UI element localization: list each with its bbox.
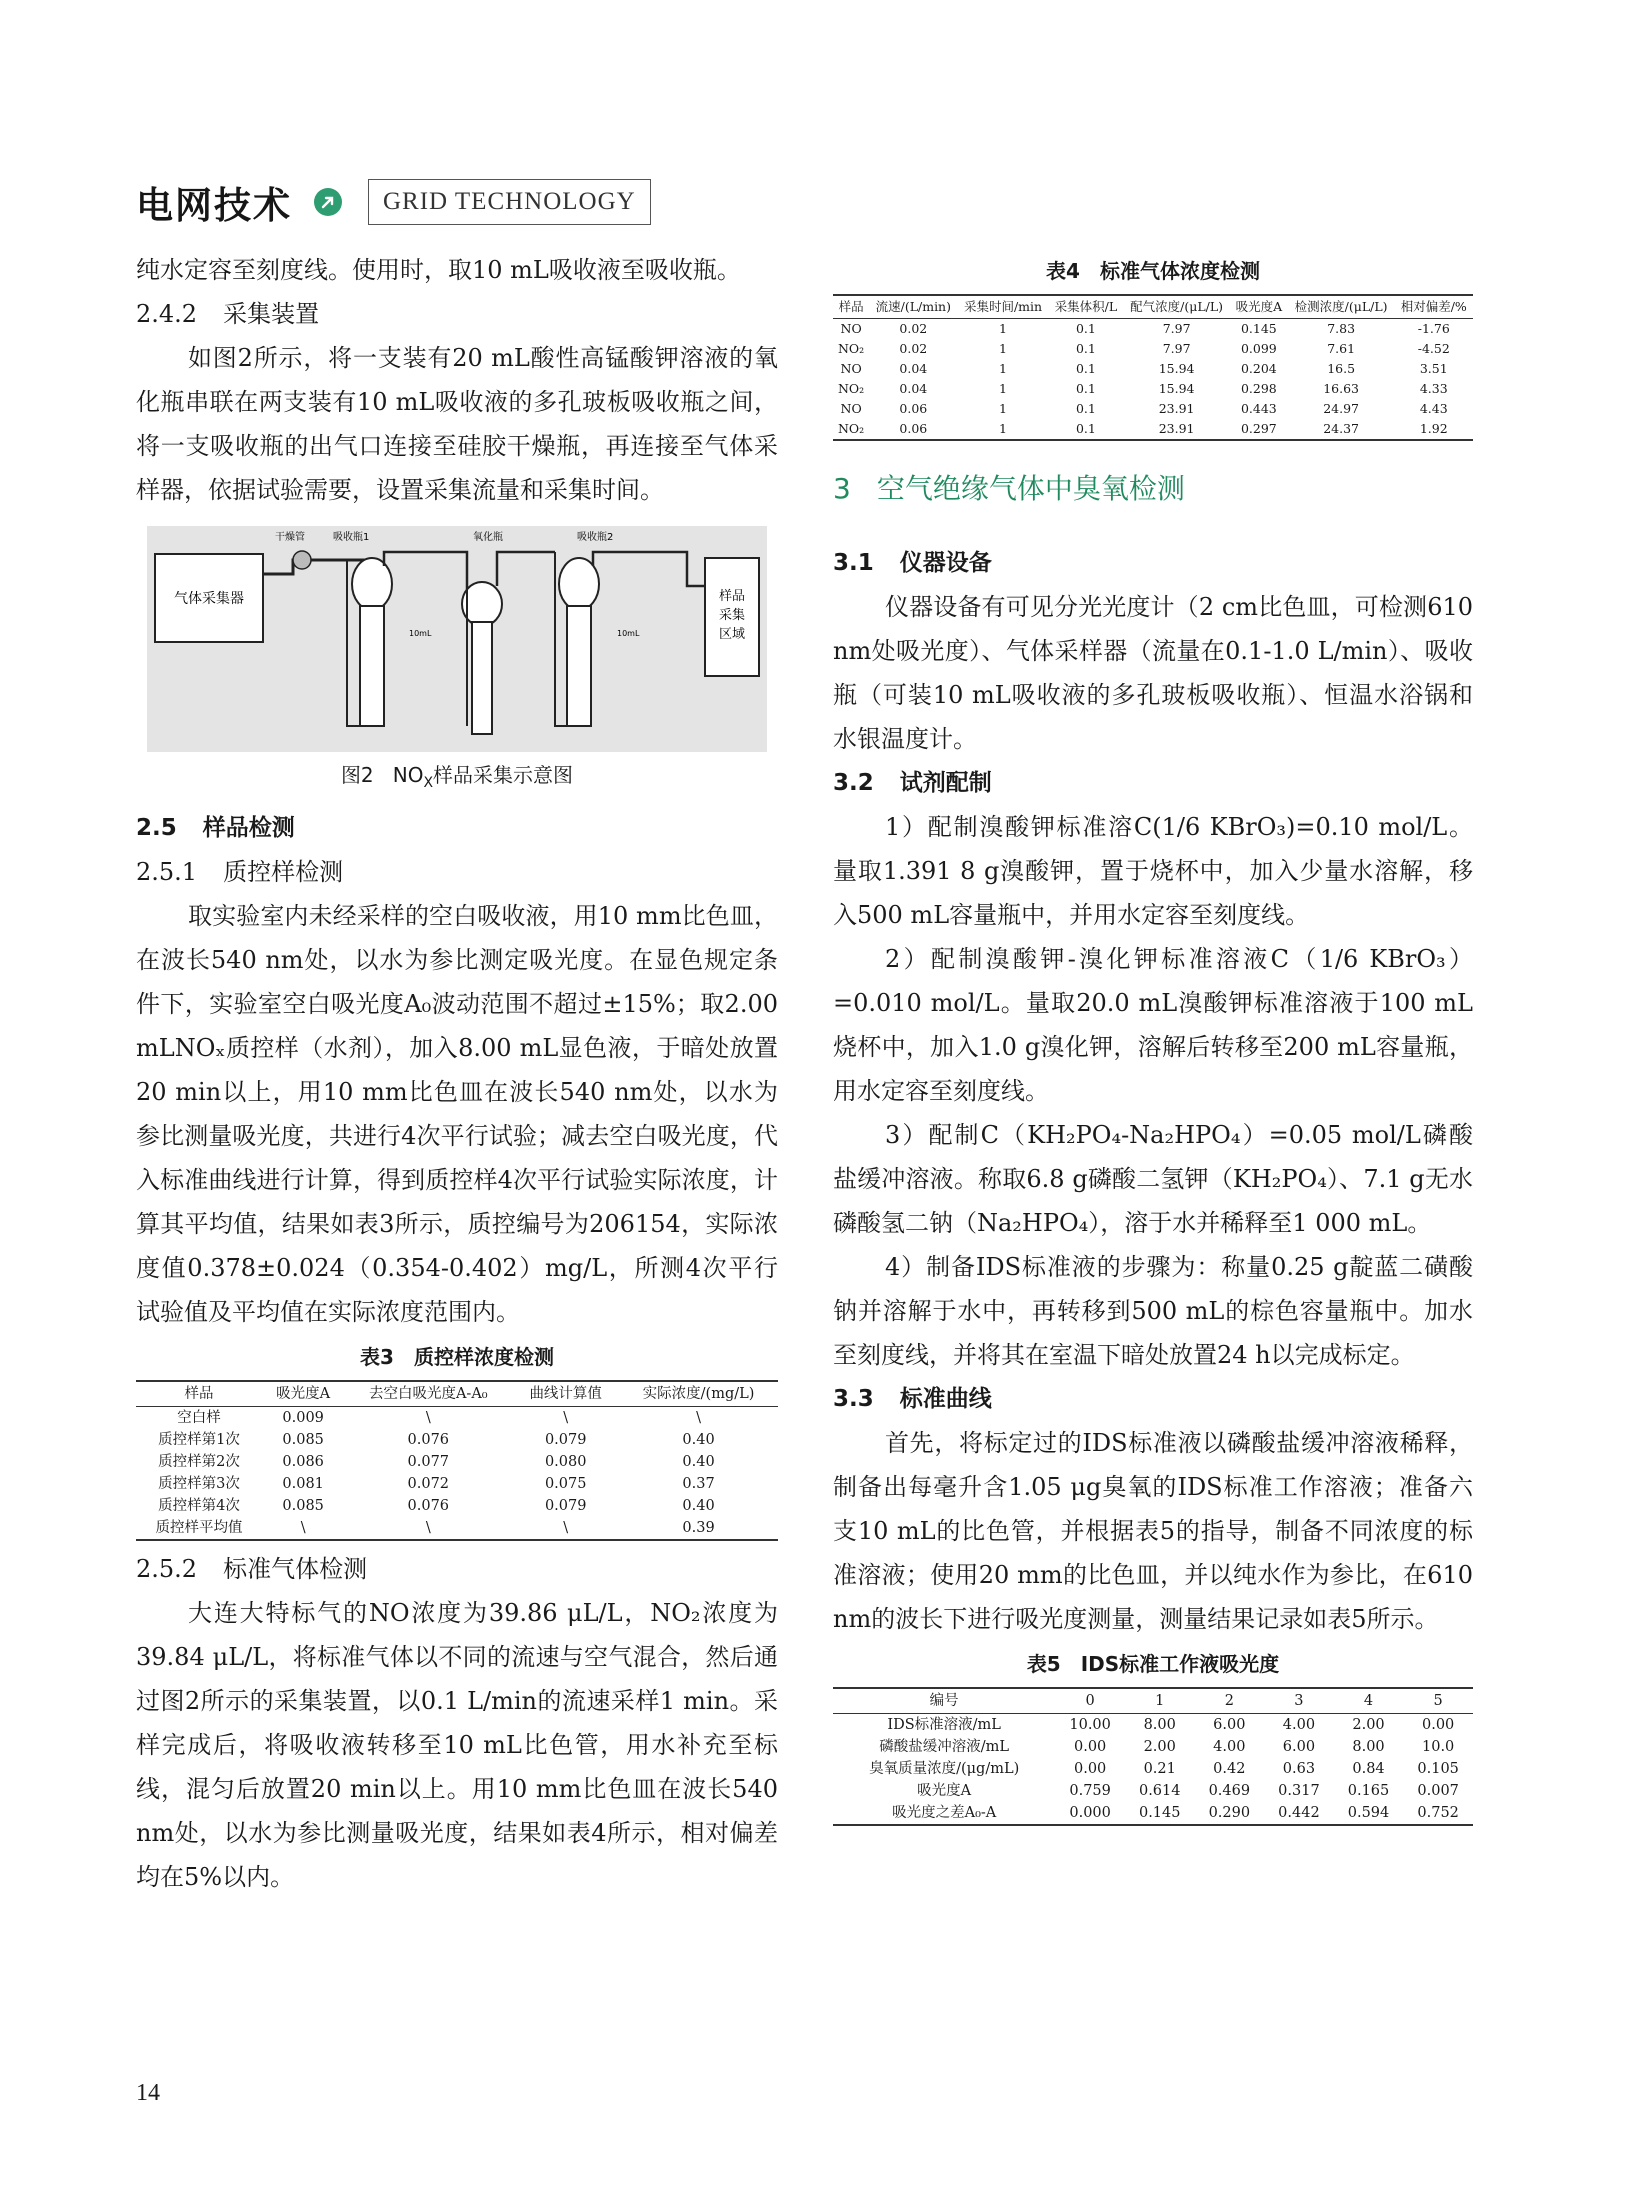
- table-row: [136, 1473, 778, 1495]
- section-title: 标准气体检测: [223, 1555, 368, 1583]
- table-cell: 臭氧质量浓度/(μg/mL): [869, 1761, 1020, 1777]
- table-row: [833, 359, 1473, 379]
- table-cell: 0.1: [1075, 401, 1096, 416]
- table-row: [136, 1429, 778, 1451]
- table-row: [833, 1736, 1473, 1758]
- section-number: 2.5.1: [136, 858, 198, 886]
- table-cell: -4.52: [1417, 341, 1450, 356]
- figure-number: 图2: [340, 763, 374, 787]
- table-cell: 0.40: [682, 1454, 715, 1470]
- table5-caption: 表5 IDS标准工作液吸光度: [1026, 1652, 1280, 1676]
- table-cell: 0.081: [282, 1476, 324, 1492]
- area-label-2: 采集: [718, 608, 746, 623]
- table-cell: 1: [957, 419, 1048, 440]
- table-cell: 0.37: [682, 1476, 715, 1492]
- arrow-icon: [314, 188, 342, 216]
- table-cell: 0.00: [1422, 1717, 1455, 1733]
- section-heading-2-5: [136, 806, 778, 850]
- table-header-cell: 样品: [136, 1381, 262, 1407]
- table-row: [833, 379, 1473, 399]
- right-column: [833, 248, 1473, 1826]
- section-number: 2.4.2: [136, 300, 198, 328]
- table-cell: 6.00: [1213, 1717, 1246, 1733]
- table-cell: 0.04: [899, 361, 928, 376]
- table-cell: 7.61: [1327, 341, 1356, 356]
- sampling-diagram: [147, 526, 767, 752]
- section-number: 3.3: [833, 1386, 874, 1412]
- table-row: [833, 1802, 1473, 1825]
- table-cell: \: [425, 1410, 431, 1426]
- table-row: [833, 339, 1473, 359]
- paragraph: 3）配制C（KH₂PO₄-Na₂HPO₄）=0.05 mol/L磷酸盐缓冲溶液。称取6.8 g磷酸二氢钾（KH₂PO₄）、7.1 g无水磷酸氢二钠（Na₂HPO₄），溶于水并稀释至1 000 mL。: [833, 1121, 1473, 1237]
- table-cell: 0.297: [1230, 419, 1288, 440]
- table-cell: 0.00: [1073, 1739, 1107, 1755]
- table-row: [833, 399, 1473, 419]
- table-cell: 7.83: [1327, 321, 1356, 336]
- table-row: [833, 419, 1473, 440]
- section-title: 采集装置: [223, 300, 320, 328]
- table-header-cell: 实际浓度/(mg/L): [619, 1381, 778, 1407]
- section-number: 2.5.2: [136, 1555, 198, 1583]
- paragraph: 首先，将标定过的IDS标准液以磷酸盐缓冲溶液稀释，制备出每毫升含1.05 μg臭氧的IDS标准工作溶液；准备六支10 mL的比色管，并根据表5的指导，制备不同浓度的标准溶液；使用20 mm的比色皿，并以纯水作为参比，在610 nm的波长下进行吸光度测量，测量结果记录如表5所示。: [833, 1429, 1473, 1633]
- table-cell: 空白样: [177, 1410, 221, 1426]
- table-cell: 1: [999, 321, 1007, 336]
- sampler-label: 气体采集器: [174, 591, 244, 607]
- section-title: 仪器设备: [899, 550, 992, 576]
- table-cell: 0.02: [899, 321, 928, 336]
- table-cell: 10.00: [1069, 1717, 1111, 1733]
- table-cell: 0.105: [1417, 1761, 1459, 1777]
- paragraph: 2）配制溴酸钾-溴化钾标准溶液C（1/6 KBrO₃）=0.010 mol/L。量取20.0 mL溴酸钾标准溶液于100 mL烧杯中，加入1.0 g溴化钾，溶解后转移至200 mL容量瓶，用水定容至刻度线。: [833, 945, 1473, 1105]
- table-header-cell: 流速/(L/min): [869, 295, 957, 319]
- table-cell: 0.204: [1240, 361, 1277, 376]
- table-cell: 0.1: [1075, 341, 1096, 356]
- table-row: [833, 1758, 1473, 1780]
- table-cell: 15.94: [1158, 361, 1195, 376]
- journal-title-cn: 电网技术: [136, 184, 292, 227]
- table4-caption: 表4 标准气体浓度检测: [1046, 259, 1260, 283]
- paragraph: 纯水定容至刻度线。使用时，取10 mL吸收液至吸收瓶。: [136, 256, 741, 284]
- table-cell: 0.145: [1240, 321, 1277, 336]
- area-label-1: 样品: [718, 589, 746, 604]
- table-cell: 0.40: [682, 1432, 715, 1448]
- table-cell: 4.33: [1419, 381, 1448, 396]
- table-cell: 0.009: [282, 1410, 324, 1426]
- table-cell: 1.92: [1395, 419, 1473, 440]
- table-cell: 1: [999, 401, 1007, 416]
- table-cell: 0.594: [1334, 1802, 1404, 1825]
- dryer-label: 干燥管: [275, 532, 305, 543]
- table-header-cell: 采集时间/min: [957, 295, 1048, 319]
- table-cell: IDS标准溶液/mL: [887, 1717, 1001, 1733]
- table-cell: 1: [999, 341, 1007, 356]
- journal-header: [136, 174, 651, 230]
- table-cell: 0.39: [619, 1517, 778, 1540]
- table-header-cell: 0: [1055, 1688, 1125, 1714]
- table-header-cell: 4: [1334, 1688, 1404, 1714]
- table-row: [136, 1517, 778, 1540]
- table-cell: 质控样第4次: [158, 1498, 240, 1514]
- figure-caption-a: NO: [392, 763, 424, 787]
- table-cell: 3.51: [1419, 361, 1448, 376]
- table-cell: 0.085: [282, 1432, 324, 1448]
- section-title: 空气绝缘气体中臭氧检测: [876, 472, 1185, 505]
- table3-caption: 表3 质控样浓度检测: [360, 1345, 554, 1369]
- section-number: 3.2: [833, 770, 874, 796]
- table-cell: 0.086: [282, 1454, 324, 1470]
- figure-caption-sub: X: [423, 775, 434, 791]
- table-cell: \: [563, 1410, 569, 1426]
- section-heading-2-5-1: [136, 850, 778, 894]
- table-cell: 0.080: [544, 1454, 587, 1470]
- paragraph: 取实验室内未经采样的空白吸收液，用10 mm比色皿，在波长540 nm处，以水为参比测定吸光度。在显色规定条件下，实验室空白吸光度A₀波动范围不超过±15%；取2.00 mLNOₓ质控样（水剂），加入8.00 mL显色液，于暗处放置20 min以上，用10 mm比色皿在波长540 nm处，以水为参比测量吸光度，共进行4次平行试验；减去空白吸光度，代入标准曲线进行计算，得到质控样4次平行试验实际浓度，计算其平均值，结果如表3所示，质控编号为206154，实际浓度值0.378±0.024（0.354-0.402）mg/L，所测4次平行试验值及平均值在实际浓度范围内。: [136, 902, 778, 1326]
- table-header-cell: 5: [1403, 1688, 1473, 1714]
- table-header-cell: 2: [1195, 1688, 1265, 1714]
- table-cell: 0.84: [1352, 1761, 1385, 1777]
- bottle1-label: 吸收瓶1: [333, 532, 370, 543]
- table-cell: 8.00: [1352, 1739, 1385, 1755]
- left-column: [136, 248, 778, 1899]
- table-cell: 1: [999, 361, 1007, 376]
- journal-title-en: GRID TECHNOLOGY: [368, 179, 651, 225]
- table-cell: NO₂: [837, 381, 865, 396]
- figure-caption-b: 样品采集示意图: [433, 763, 574, 787]
- table-cell: 0.02: [899, 341, 928, 356]
- section-number: 3.1: [833, 550, 874, 576]
- table-cell: -1.76: [1417, 321, 1450, 336]
- table-cell: 质控样第1次: [158, 1432, 240, 1448]
- bottle2-label: 吸收瓶2: [577, 532, 614, 543]
- table-cell: 0.42: [1213, 1761, 1246, 1777]
- paragraph: 大连大特标气的NO浓度为39.86 μL/L，NO₂浓度为39.84 μL/L，将标准气体以不同的流速与空气混合，然后通过图2所示的采集装置，以0.1 L/min的流速采样1 min。采样完成后，将吸收液转移至10 mL比色管，用水补充至标线，混匀后放置20 min以上。用10 mm比色皿在波长540 nm处，以水为参比测量吸光度，结果如表4所示，相对偏差均在5%以内。: [136, 1599, 778, 1891]
- table-cell: 0.443: [1240, 401, 1277, 416]
- table-cell: 0.00: [1073, 1761, 1107, 1777]
- table-cell: 2.00: [1143, 1739, 1176, 1755]
- table-row: [136, 1495, 778, 1517]
- table-cell: 0.079: [544, 1432, 587, 1448]
- table-header-cell: 配气浓度/(μL/L): [1123, 295, 1230, 319]
- page-number: 14: [136, 2080, 160, 2106]
- table-cell: 0.06: [869, 419, 957, 440]
- table-cell: 0.1: [1075, 321, 1096, 336]
- area-label-3: 区域: [718, 627, 746, 642]
- table-cell: 6.00: [1282, 1739, 1316, 1755]
- table-header-cell: 吸光度A: [1230, 295, 1288, 319]
- section-heading-3-2: [833, 761, 1473, 805]
- table-cell: NO₂: [837, 341, 865, 356]
- table-cell: 16.63: [1323, 381, 1360, 396]
- table-cell: \: [344, 1517, 512, 1540]
- table-cell: 质控样平均值: [136, 1517, 262, 1540]
- section-heading-2-4-2: [136, 292, 778, 336]
- table-cell: 0.06: [899, 401, 928, 416]
- table-cell: 0.085: [282, 1498, 324, 1514]
- table-cell: \: [696, 1410, 701, 1426]
- table-cell: 0.1: [1049, 419, 1124, 440]
- table5: [833, 1687, 1473, 1826]
- table-cell: 4.00: [1282, 1717, 1316, 1733]
- table-cell: 0.290: [1195, 1802, 1265, 1825]
- section-title: 标准曲线: [899, 1386, 992, 1412]
- table-cell: 0.21: [1143, 1761, 1176, 1777]
- table-header-cell: 3: [1264, 1688, 1334, 1714]
- section-title: 试剂配制: [899, 770, 992, 796]
- table-row: [833, 1780, 1473, 1802]
- table-cell: 0.145: [1125, 1802, 1195, 1825]
- table-cell: 15.94: [1158, 381, 1195, 396]
- table-cell: 4.00: [1213, 1739, 1246, 1755]
- table-cell: 8.00: [1143, 1717, 1176, 1733]
- table-cell: 2.00: [1352, 1717, 1385, 1733]
- table-cell: 23.91: [1158, 401, 1195, 416]
- table-header-cell: 检测浓度/(μL/L): [1288, 295, 1395, 319]
- table-cell: 0.469: [1208, 1783, 1251, 1799]
- table-cell: \: [512, 1517, 619, 1540]
- table-cell: 0.63: [1282, 1761, 1316, 1777]
- table-header-cell: 曲线计算值: [512, 1381, 619, 1407]
- paragraph: 4）制备IDS标准液的步骤为：称量0.25 g靛蓝二磺酸钠并溶解于水中，再转移到500 mL的棕色容量瓶中。加水至刻度线，并将其在室温下暗处放置24 h以完成标定。: [833, 1253, 1473, 1369]
- table-cell: 0.1: [1075, 361, 1096, 376]
- table3: [136, 1380, 778, 1541]
- table-cell: 0.04: [899, 381, 928, 396]
- section-title: 质控样检测: [223, 858, 344, 886]
- section-heading-3: [833, 467, 1473, 511]
- table-row: [833, 319, 1473, 340]
- table-cell: 7.97: [1162, 321, 1191, 336]
- table-cell: 0.079: [544, 1498, 587, 1514]
- table-cell: 0.298: [1240, 381, 1277, 396]
- table-row: [833, 1714, 1473, 1737]
- table-cell: 4.43: [1419, 401, 1448, 416]
- table-header-cell: 样品: [833, 295, 869, 319]
- table-cell: 7.97: [1162, 341, 1191, 356]
- section-title: 样品检测: [202, 815, 295, 841]
- table-cell: NO: [840, 401, 862, 416]
- table-cell: 0.007: [1417, 1783, 1459, 1799]
- table-cell: \: [262, 1517, 344, 1540]
- table-header-cell: 去空白吸光度A-A₀: [344, 1381, 512, 1407]
- table-cell: 0.614: [1138, 1783, 1181, 1799]
- section-number: 2.5: [136, 815, 177, 841]
- table-cell: 0.165: [1347, 1783, 1390, 1799]
- dryer-tube: [293, 551, 311, 569]
- table-cell: 23.91: [1123, 419, 1230, 440]
- table-cell: 0.1: [1075, 381, 1096, 396]
- table-cell: 0.077: [407, 1454, 450, 1470]
- table-cell: 0.000: [1055, 1802, 1125, 1825]
- table-cell: 吸光度之差A₀-A: [833, 1802, 1055, 1825]
- table-cell: 24.97: [1323, 401, 1360, 416]
- table-header-cell: 吸光度A: [262, 1381, 344, 1407]
- vol-label-2: 10mL: [617, 629, 640, 638]
- table-row: [136, 1451, 778, 1473]
- table-header-cell: 编号: [833, 1688, 1055, 1714]
- table-cell: 0.072: [407, 1476, 450, 1492]
- table-cell: 质控样第3次: [158, 1476, 240, 1492]
- table-cell: 0.076: [407, 1498, 450, 1514]
- table-cell: NO: [840, 361, 862, 376]
- table-cell: 0.076: [407, 1432, 450, 1448]
- table-header-cell: 1: [1125, 1688, 1195, 1714]
- table-header-cell: 采集体积/L: [1049, 295, 1124, 319]
- paragraph: 如图2所示，将一支装有20 mL酸性高锰酸钾溶液的氧化瓶串联在两支装有10 mL吸收液的多孔玻板吸收瓶之间，将一支吸收瓶的出气口连接至硅胶干燥瓶，再连接至气体采样器，依据试验需要，设置采集流量和采集时间。: [136, 344, 778, 504]
- vol-label-1: 10mL: [409, 629, 432, 638]
- section-number: 3: [833, 472, 851, 505]
- table-cell: 0.752: [1403, 1802, 1473, 1825]
- table-cell: 0.759: [1069, 1783, 1111, 1799]
- paragraph: 仪器设备有可见分光光度计（2 cm比色皿，可检测610 nm处吸光度）、气体采样器（流量在0.1-1.0 L/min）、吸收瓶（可装10 mL吸收液的多孔玻板吸收瓶）、恒温水浴锅和水银温度计。: [833, 593, 1473, 753]
- table-header-cell: 相对偏差/%: [1395, 295, 1473, 319]
- section-heading-3-1: [833, 541, 1473, 585]
- table-cell: 0.099: [1240, 341, 1277, 356]
- table-cell: 吸光度A: [917, 1783, 972, 1799]
- table-cell: 10.0: [1422, 1739, 1455, 1755]
- paragraph: 1）配制溴酸钾标准溶C(1/6 KBrO₃)=0.10 mol/L。量取1.391 8 g溴酸钾，置于烧杯中，加入少量水溶解，移入500 mL容量瓶中，并用水定容至刻度线。: [833, 813, 1473, 929]
- table-cell: NO₂: [833, 419, 869, 440]
- oxidizer-label: 氧化瓶: [473, 532, 503, 543]
- table-cell: 0.317: [1278, 1783, 1320, 1799]
- table4: [833, 294, 1473, 441]
- section-heading-3-3: [833, 1377, 1473, 1421]
- table-cell: 24.37: [1288, 419, 1395, 440]
- table-cell: 16.5: [1327, 361, 1356, 376]
- table-cell: 磷酸盐缓冲溶液/mL: [879, 1739, 1010, 1755]
- table-cell: NO: [840, 321, 862, 336]
- table-row: [136, 1407, 778, 1430]
- table-cell: 1: [999, 381, 1007, 396]
- table-cell: 质控样第2次: [158, 1454, 240, 1470]
- section-heading-2-5-2: [136, 1547, 778, 1591]
- table-cell: 0.442: [1264, 1802, 1334, 1825]
- table-cell: 0.075: [544, 1476, 587, 1492]
- table-cell: 0.40: [682, 1498, 715, 1514]
- figure-caption: [136, 758, 778, 800]
